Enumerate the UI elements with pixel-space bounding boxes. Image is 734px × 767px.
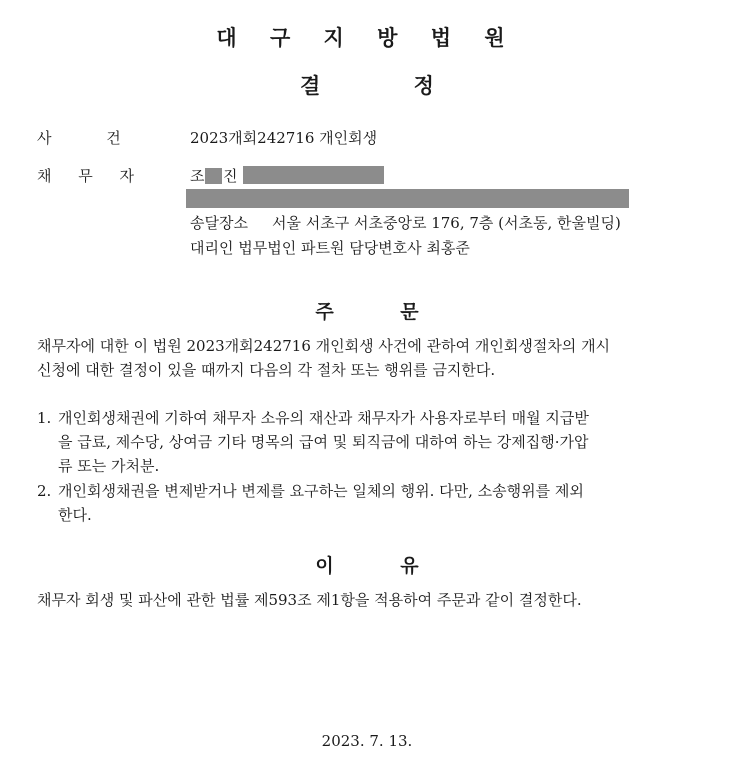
item2-line1: 개인회생채권을 변제받거나 변제를 요구하는 일체의 행위. 다만, 소송행위를 제외 (58, 482, 584, 500)
item1-line1: 개인회생채권에 기하여 채무자 소유의 재산과 채무자가 사용자로부터 매월 지급받 (58, 409, 589, 427)
service-label: 송달장소 (190, 214, 248, 232)
redaction-block (186, 189, 629, 208)
redaction-block (243, 166, 384, 184)
debtor-label: 채 무 자 (37, 167, 135, 185)
order-heading: 주 문 (315, 301, 419, 323)
item1-number: 1. (37, 409, 52, 427)
debtor-name-first: 조 (190, 167, 205, 185)
order-intro-line1: 채무자에 대한 이 법원 2023개회242716 개인회생 사건에 관하여 개인회생절차의 개시 (37, 337, 611, 355)
reason-text: 채무자 회생 및 파산에 관한 법률 제593조 제1항을 적용하여 주문과 같이 결정한다. (37, 591, 582, 609)
reason-heading: 이 유 (315, 555, 419, 577)
court-name: 대 구 지 방 법 원 (216, 26, 518, 50)
debtor-name-last: 진 (223, 167, 238, 185)
item2-line2: 한다. (58, 506, 92, 524)
item1-line3: 류 또는 가처분. (58, 457, 160, 475)
redaction-block (205, 168, 222, 184)
item1-line2: 을 급료, 제수당, 상여금 기타 명목의 급여 및 퇴직금에 대하여 하는 강제집행·가압 (58, 433, 589, 451)
case-label: 사 건 (37, 129, 121, 147)
decision-date: 2023. 7. 13. (321, 732, 413, 750)
item2-number: 2. (37, 482, 52, 500)
order-intro-line2: 신청에 대한 결정이 있을 때까지 다음의 각 절차 또는 행위를 금지한다. (37, 361, 496, 379)
document-type: 결 정 (300, 74, 434, 98)
agent-line: 대리인 법무법인 파트원 담당변호사 최홍준 (190, 239, 470, 257)
case-value: 2023개회242716 개인회생 (190, 129, 378, 147)
service-address: 서울 서초구 서초중앙로 176, 7층 (서초동, 한울빌딩) (272, 214, 621, 232)
